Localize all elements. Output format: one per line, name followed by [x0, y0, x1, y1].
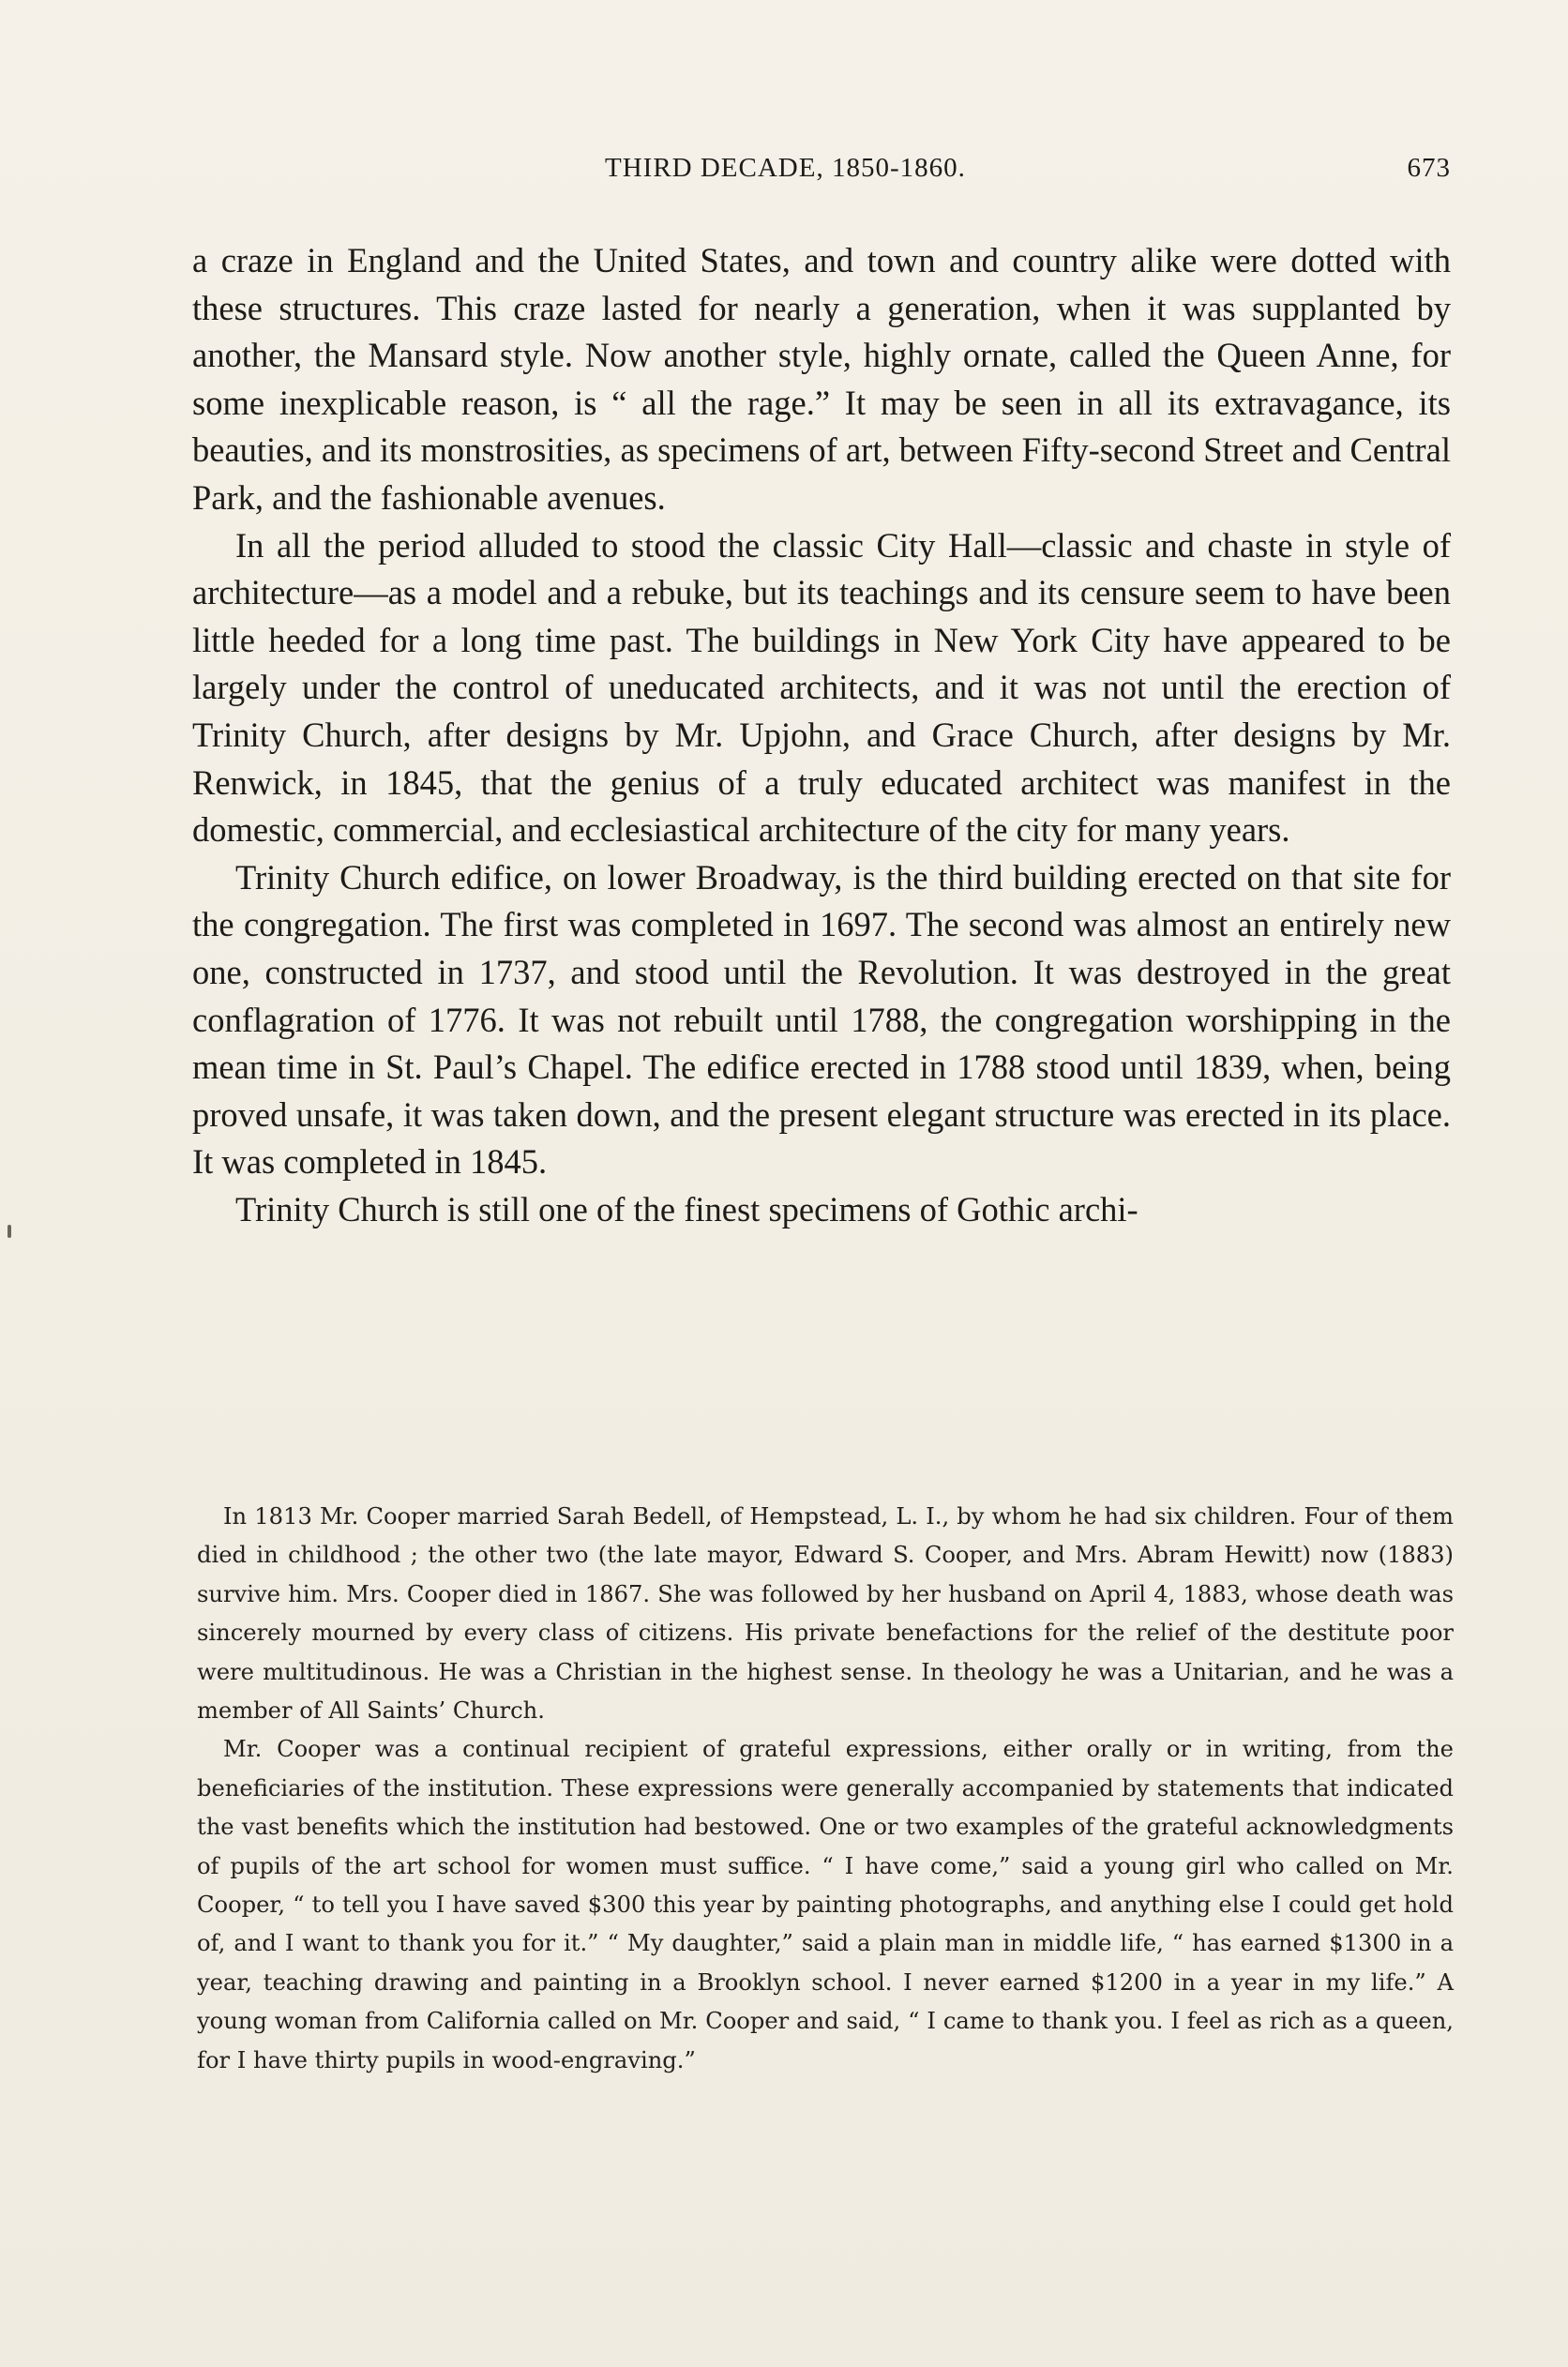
paragraph: Trinity Church edifice, on lower Broadway, is the third building erected on that site for the congregation. The first was completed in 1697. The second was almost an entirely new one, constructed in 1737, and stood until the Revolution. It was destroyed in the great conflagration of 1776. It was not rebuilt until 1788, the congregation worshipping in the mean time in St. Paul’s Chapel. The edifice erected in 1788 stood until 1839, when, being proved unsafe, it was taken down, and the present elegant structure was erected in its place. It was completed in 1845. — [192, 857, 1451, 1182]
paragraph: In all the period alluded to stood the classic City Hall—classic and chaste in style of architecture—as a model and a rebuke, but its teachings and its censure seem to have been little heeded for a long time past. The buildings in New York City have appeared to be largely under the control of uneducated architects, and it was not until the erection of Trinity Church, after designs by Mr. Upjohn, and Grace Church, after designs by Mr. Renwick, in 1845, that the genius of a truly educated architect was manifest in the domestic, commercial, and ecclesiastical architecture of the city for many years. — [192, 525, 1451, 850]
footnote-paragraph: In 1813 Mr. Cooper married Sarah Bedell, of Hempstead, L. I., by whom he had six children. Four of them died in childhood ; the other two (the late mayor, Edward S. Cooper, and Mrs. Abram Hewitt) now (1883) survive him. Mrs. Cooper died in 1867. She was followed by her husband on April 4, 1883, whose death was sincerely mourned by every class of citizens. His private benefactions for the relief of the destitute poor were multitudinous. He was a Christian in the highest sense. In theology he was a Unitarian, and he was a member of All Saints’ Church. — [197, 1503, 1454, 1725]
running-head-title: THIRD DECADE, 1850-1860. — [605, 153, 966, 183]
paragraph: a craze in England and the United States, and town and country alike were dotted with these structures. This craze lasted for nearly a generation, when it was supplanted by another, the Mansard style. Now another style, highly ornate, called the Queen Anne, for some inexplicable reason, is “ all the rage.” It may be seen in all its extravagance, its beauties, and its monstrosities, as specimens of art, between Fifty-second Street and Central Park, and the fashionable avenues. — [192, 241, 1451, 517]
margin-mark — [8, 1225, 11, 1238]
running-head — [192, 153, 1451, 190]
main-text — [192, 237, 1451, 1233]
footnote-block — [197, 1498, 1454, 2080]
page-number: 673 — [1407, 153, 1451, 183]
footnote-paragraph: Mr. Cooper was a continual recipient of grateful expressions, either orally or in writing, from the beneficiaries of the institution. These expressions were generally accompanied by statements that indicated the vast benefits which the institution had bestowed. One or two examples of the grateful acknowledgments of pupils of the art school for women must suffice. “ I have come,” said a young girl who called on Mr. Cooper, “ to tell you I have saved $300 this year by painting photographs, and anything else I could get hold of, and I want to thank you for it.” “ My daughter,” said a plain man in middle life, “ has earned $1300 in a year, teaching drawing and painting in a Brooklyn school. I never earned $1200 in a year in my life.” A young woman from California called on Mr. Cooper and said, “ I came to thank you. I feel as rich as a queen, for I have thirty pupils in wood-engraving.” — [197, 1736, 1454, 2073]
paragraph: Trinity Church is still one of the finest specimens of Gothic archi- — [235, 1189, 1138, 1229]
